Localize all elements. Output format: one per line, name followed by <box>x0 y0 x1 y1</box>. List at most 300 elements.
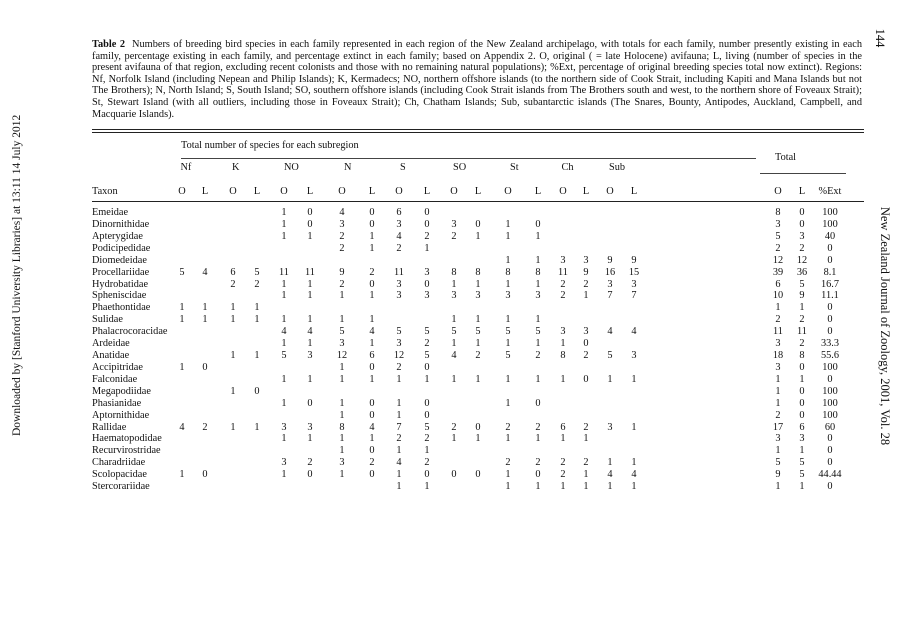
total-o-cell: 3 <box>775 361 781 373</box>
table-cell: 1 <box>307 278 313 290</box>
table-cell: 1 <box>369 373 375 385</box>
total-o-cell: 3 <box>775 433 781 445</box>
table-cell: 11 <box>279 266 289 278</box>
total-l-cell: 9 <box>799 290 805 302</box>
total-l-cell: 2 <box>799 314 805 326</box>
table-cell: 2 <box>583 457 589 469</box>
table-cell: 0 <box>202 361 208 373</box>
table-cell: 8 <box>560 350 566 362</box>
table-cell: 1 <box>307 230 313 242</box>
group-header: Total number of species for each subregion <box>181 140 359 151</box>
o-column-header: O <box>280 186 288 197</box>
table-cell: 0 <box>369 409 375 421</box>
table-cell: 1 <box>607 481 613 493</box>
total-l-cell: 2 <box>799 242 805 254</box>
table-cell: 5 <box>505 350 511 362</box>
table-cell: 1 <box>451 314 457 326</box>
table-cell: 1 <box>339 361 345 373</box>
table-cell: 3 <box>560 326 566 338</box>
running-header: New Zealand Journal of Zoology, 2001, Vol. 28 <box>878 206 892 446</box>
table-cell: 1 <box>535 314 541 326</box>
taxon-name: Phalacrocoracidae <box>92 326 168 338</box>
ext-cell: 11.1 <box>821 290 839 302</box>
table-top-rule-2 <box>92 132 864 133</box>
total-o-cell: 12 <box>772 254 784 266</box>
table-cell: 1 <box>254 302 260 314</box>
table-cell: 2 <box>583 350 589 362</box>
table-cell: 1 <box>179 361 185 373</box>
table-cell: 1 <box>451 433 457 445</box>
l-column-header: L <box>253 186 261 197</box>
table-cell: 1 <box>535 254 541 266</box>
o-column-header: O <box>229 186 237 197</box>
table-cell: 4 <box>607 469 613 481</box>
ext-cell: 0 <box>827 326 833 338</box>
table-cell: 8 <box>535 266 541 278</box>
table-cell: 1 <box>281 207 287 218</box>
table-cell: 0 <box>369 445 375 457</box>
taxon-name: Megapodiidae <box>92 385 151 397</box>
total-header-rule <box>760 173 846 174</box>
table-cell: 1 <box>631 373 637 385</box>
table-cell: 1 <box>369 314 375 326</box>
table-cell: 1 <box>339 314 345 326</box>
table-cell: 0 <box>369 278 375 290</box>
total-header: Total <box>775 152 797 163</box>
table-cell: 1 <box>560 481 566 493</box>
total-l-cell: 0 <box>799 397 805 409</box>
total-l-cell: 0 <box>799 409 805 421</box>
taxon-name: Charadriidae <box>92 457 146 469</box>
table-cell: 0 <box>307 469 313 481</box>
table-cell: 3 <box>339 457 345 469</box>
total-l-cell: 6 <box>799 421 805 433</box>
table-cell: 2 <box>505 457 511 469</box>
table-cell: 1 <box>505 469 511 481</box>
table-cell: 2 <box>254 278 260 290</box>
region-header-st: St <box>510 162 519 173</box>
table-cell: 2 <box>560 469 566 481</box>
total-o-cell: 39 <box>772 266 784 278</box>
table-cell: 5 <box>607 350 613 362</box>
table-cell: 3 <box>281 421 287 433</box>
ext-cell: 100 <box>822 397 838 409</box>
o-column-header: O <box>450 186 458 197</box>
table-cell: 2 <box>307 457 313 469</box>
ext-cell: 100 <box>822 409 838 421</box>
table-cell: 0 <box>369 361 375 373</box>
table-cell: 1 <box>307 290 313 302</box>
table-cell: 12 <box>336 350 348 362</box>
total-o-cell: 10 <box>772 290 784 302</box>
table-cell: 1 <box>254 314 260 326</box>
taxon-name: Scolopacidae <box>92 469 147 481</box>
table-cell: 1 <box>230 421 236 433</box>
table-cell: 1 <box>505 278 511 290</box>
table-cell: 1 <box>396 409 402 421</box>
table-cell: 5 <box>505 326 511 338</box>
total-l-cell: 1 <box>799 302 805 314</box>
table-cell: 16 <box>604 266 616 278</box>
l-column-header: L <box>582 186 590 197</box>
table-cell: 2 <box>535 421 541 433</box>
l-column-header: L <box>423 186 431 197</box>
table-cell: 8 <box>339 421 345 433</box>
table-cell: 9 <box>583 266 589 278</box>
table-cell: 7 <box>396 421 402 433</box>
table-cell: 4 <box>631 469 637 481</box>
table-cell: 2 <box>535 457 541 469</box>
table-cell: 1 <box>535 338 541 350</box>
table-cell: 2 <box>560 290 566 302</box>
taxon-name: Sulidae <box>92 314 123 326</box>
l-column-header: L <box>306 186 314 197</box>
ext-cell: 100 <box>822 218 838 230</box>
taxon-name: Falconidae <box>92 373 138 385</box>
table-cell: 0 <box>369 218 375 230</box>
table-cell: 1 <box>396 481 402 493</box>
table-cell: 1 <box>307 433 313 445</box>
table-cell: 1 <box>505 338 511 350</box>
ext-cell: 0 <box>827 481 833 493</box>
table-cell: 1 <box>230 314 236 326</box>
ext-cell: 0 <box>827 242 833 254</box>
table-cell: 1 <box>230 385 236 397</box>
table-cell: 3 <box>424 290 430 302</box>
ext-cell: 100 <box>822 385 838 397</box>
table-cell: 2 <box>451 230 457 242</box>
table-cell: 1 <box>339 409 345 421</box>
table-cell: 1 <box>230 350 236 362</box>
table-cell: 1 <box>535 433 541 445</box>
table-cell: 1 <box>230 302 236 314</box>
table-cell: 1 <box>179 314 185 326</box>
table-cell: 0 <box>451 469 457 481</box>
table-cell: 5 <box>535 326 541 338</box>
table-cell: 1 <box>535 373 541 385</box>
caption-text: Numbers of breeding bird species in each family represented in each region of the New Zealand archipelago, with totals for each family, number presently existing in each family, percentage existing in each family, and percentage extinct in each family; based on Appendix 2. O, original ( = late Holocene) avifauna; L, living (number of species in the present avifauna of that region, excluding recent colonists and those with no remaining natural populations); %Ext, percentage of original breeding species total now extinct). Regions: Nf, Norfolk Island (including Nepean and Philip Islands); K, Kermadecs; NO, northern offshore islands (to the northern side of Cook Strait, including Kapiti and Mana Islands but not The Brothers); N, North Island; S, South Island; SO, southern offshore islands (including Cook Strait islands from The Brothers south and west, to the northern shore of Foveaux Strait); St, Stewart Island (with all outliers, including those in Foveaux Strait); Ch, Chatham Islands; Sub, subantarctic islands (The Snares, Bounty, Antipodes, Auckland, Campbell, and Macquarie Islands). <box>92 39 863 120</box>
table-cell: 1 <box>505 314 511 326</box>
table-cell: 0 <box>475 421 481 433</box>
table-cell: 9 <box>339 266 345 278</box>
table-cell: 2 <box>339 230 345 242</box>
ext-cell: 16.7 <box>820 278 840 290</box>
table-cell: 0 <box>202 469 208 481</box>
total-l-cell: 1 <box>799 481 805 493</box>
ext-cell: 0 <box>827 302 833 314</box>
total-l-cell: 8 <box>799 350 805 362</box>
o-column-header: O <box>178 186 186 197</box>
taxon-name: Procellariidae <box>92 266 150 278</box>
table-cell: 8 <box>505 266 511 278</box>
table-cell: 0 <box>424 361 430 373</box>
table-cell: 15 <box>628 266 640 278</box>
table-cell: 6 <box>230 266 236 278</box>
table-cell: 0 <box>475 218 481 230</box>
table-cell: 3 <box>583 326 589 338</box>
table-cell: 1 <box>475 278 481 290</box>
table-cell: 11 <box>305 266 315 278</box>
table-cell: 0 <box>475 469 481 481</box>
table-cell: 1 <box>475 338 481 350</box>
table-cell: 3 <box>560 254 566 266</box>
table-cell: 3 <box>396 290 402 302</box>
table-cell: 1 <box>281 433 287 445</box>
ext-cell: 100 <box>822 207 838 218</box>
total-l-cell: 1 <box>799 445 805 457</box>
table-cell: 0 <box>254 385 260 397</box>
table-cell: 3 <box>396 218 402 230</box>
table-cell: 0 <box>424 397 430 409</box>
l-column-header: L <box>630 186 638 197</box>
total-o-cell: 1 <box>775 397 781 409</box>
table-cell: 1 <box>451 373 457 385</box>
table-cell: 2 <box>451 421 457 433</box>
table-cell: 5 <box>424 326 430 338</box>
taxon-name: Hydrobatidae <box>92 278 149 290</box>
total-o-cell: 5 <box>775 230 781 242</box>
table-cell: 3 <box>607 278 613 290</box>
table-cell: 2 <box>202 421 208 433</box>
table-cell: 5 <box>254 266 260 278</box>
total-o-cell: 2 <box>775 242 781 254</box>
ext-cell: 60 <box>824 421 836 433</box>
table-cell: 2 <box>424 230 430 242</box>
table-cell: 3 <box>505 290 511 302</box>
o-column-header: O <box>395 186 403 197</box>
o-column-header: O <box>504 186 512 197</box>
table-cell: 0 <box>583 338 589 350</box>
table-cell: 1 <box>307 338 313 350</box>
table-cell: 1 <box>583 469 589 481</box>
table-cell: 4 <box>179 421 185 433</box>
table-cell: 4 <box>307 326 313 338</box>
total-o-cell: 2 <box>775 314 781 326</box>
table-cell: 3 <box>307 350 313 362</box>
region-header-sub: Sub <box>609 162 626 173</box>
total-l-cell: 36 <box>796 266 808 278</box>
taxon-name: Phaethontidae <box>92 302 151 314</box>
table-cell: 3 <box>631 278 637 290</box>
total-o-cell: 18 <box>772 350 784 362</box>
total-l-cell: 5 <box>799 457 805 469</box>
table-cell: 0 <box>424 469 430 481</box>
total-l-cell: 1 <box>799 373 805 385</box>
table-cell: 1 <box>369 338 375 350</box>
table-cell: 1 <box>339 373 345 385</box>
table-cell: 2 <box>560 457 566 469</box>
table-cell: 1 <box>281 469 287 481</box>
total-l-cell: 0 <box>799 207 805 218</box>
total-l-cell: 0 <box>799 361 805 373</box>
total-o-cell: 3 <box>775 218 781 230</box>
taxon-name: Spheniscidae <box>92 290 147 302</box>
total-o-cell: 1 <box>775 445 781 457</box>
total-l-header: L <box>798 186 806 197</box>
table-cell: 3 <box>307 421 313 433</box>
table-cell: 5 <box>424 421 430 433</box>
table-cell: 7 <box>607 290 613 302</box>
taxon-name: Recurvirostridae <box>92 445 161 457</box>
total-o-cell: 8 <box>775 207 781 218</box>
table-cell: 1 <box>560 338 566 350</box>
table-cell: 1 <box>424 373 430 385</box>
table-cell: 2 <box>339 278 345 290</box>
group-header-rule <box>181 158 756 159</box>
table-cell: 4 <box>369 421 375 433</box>
total-o-cell: 6 <box>775 278 781 290</box>
region-header-no: NO <box>284 162 299 173</box>
table-cell: 1 <box>339 397 345 409</box>
table-cell: 3 <box>535 290 541 302</box>
table-cell: 0 <box>369 469 375 481</box>
download-watermark: Downloaded by [Stanford University Libraries] at 13:11 14 July 2012 <box>11 114 23 436</box>
table-caption <box>92 39 862 120</box>
table-cell: 0 <box>424 218 430 230</box>
taxon-name: Emeidae <box>92 207 129 218</box>
table-cell: 1 <box>475 314 481 326</box>
total-o-cell: 1 <box>775 302 781 314</box>
table-cell: 1 <box>307 314 313 326</box>
table-top-rule <box>92 129 864 130</box>
o-column-header: O <box>606 186 614 197</box>
taxon-name: Haematopodidae <box>92 433 162 445</box>
table-cell: 1 <box>254 350 260 362</box>
table-cell: 0 <box>369 397 375 409</box>
ext-cell: 0 <box>827 254 833 266</box>
table-cell: 1 <box>339 433 345 445</box>
total-l-cell: 12 <box>796 254 808 266</box>
table-cell: 1 <box>505 373 511 385</box>
total-l-cell: 3 <box>799 230 805 242</box>
table-cell: 1 <box>631 457 637 469</box>
table-cell: 1 <box>505 230 511 242</box>
table-cell: 5 <box>339 326 345 338</box>
total-o-cell: 9 <box>775 469 781 481</box>
table-cell: 1 <box>281 373 287 385</box>
table-cell: 12 <box>393 350 405 362</box>
ext-cell: 0 <box>827 433 833 445</box>
ext-cell: 8.1 <box>823 266 837 278</box>
table-cell: 1 <box>307 373 313 385</box>
table-label: Table 2 <box>92 39 126 50</box>
region-header-s: S <box>400 162 406 173</box>
taxon-name: Ardeidae <box>92 338 130 350</box>
total-l-cell: 0 <box>799 385 805 397</box>
total-o-cell: 5 <box>775 457 781 469</box>
table-cell: 0 <box>535 218 541 230</box>
region-header-ch: Ch <box>561 162 574 173</box>
taxon-name: Anatidae <box>92 350 130 362</box>
total-l-cell: 3 <box>799 433 805 445</box>
taxon-name: Accipitridae <box>92 361 143 373</box>
taxon-name: Apterygidae <box>92 230 143 242</box>
table-cell: 3 <box>583 254 589 266</box>
table-cell: 5 <box>281 350 287 362</box>
total-l-cell: 11 <box>797 326 807 338</box>
o-column-header: O <box>559 186 567 197</box>
ext-cell: 0 <box>827 457 833 469</box>
table-cell: 1 <box>281 314 287 326</box>
table-cell: 2 <box>583 421 589 433</box>
total-o-cell: 2 <box>775 409 781 421</box>
table-cell: 1 <box>475 433 481 445</box>
table-cell: 1 <box>451 278 457 290</box>
table-cell: 1 <box>560 433 566 445</box>
table-cell: 2 <box>475 350 481 362</box>
table-cell: 2 <box>369 457 375 469</box>
table-cell: 1 <box>396 469 402 481</box>
table-cell: 2 <box>424 338 430 350</box>
total-o-cell: 17 <box>772 421 784 433</box>
table-cell: 4 <box>202 266 208 278</box>
ext-cell: 0 <box>827 314 833 326</box>
ext-cell: 44.44 <box>818 469 842 481</box>
table-cell: 1 <box>535 278 541 290</box>
table-cell: 0 <box>535 397 541 409</box>
ext-cell: 40 <box>824 230 836 242</box>
total-l-cell: 5 <box>799 469 805 481</box>
total-l-cell: 2 <box>799 338 805 350</box>
table-cell: 1 <box>505 397 511 409</box>
taxon-name: Diomedeidae <box>92 254 147 266</box>
ext-cell: 100 <box>822 361 838 373</box>
table-cell: 3 <box>396 338 402 350</box>
table-cell: 9 <box>607 254 613 266</box>
header-bottom-rule <box>92 201 864 202</box>
table-cell: 1 <box>475 373 481 385</box>
table-cell: 4 <box>339 207 345 218</box>
table-cell: 0 <box>535 469 541 481</box>
total-o-cell: 3 <box>775 338 781 350</box>
table-cell: 1 <box>535 230 541 242</box>
table-cell: 1 <box>631 481 637 493</box>
table-cell: 2 <box>535 350 541 362</box>
table-cell: 2 <box>396 242 402 254</box>
table-cell: 1 <box>281 338 287 350</box>
table-cell: 1 <box>424 481 430 493</box>
ext-cell: 55.6 <box>820 350 840 362</box>
table-cell: 1 <box>202 302 208 314</box>
table-cell: 4 <box>281 326 287 338</box>
table-cell: 3 <box>281 457 287 469</box>
table-cell: 2 <box>505 421 511 433</box>
table-cell: 1 <box>281 218 287 230</box>
table-cell: 3 <box>339 218 345 230</box>
region-header-k: K <box>232 162 240 173</box>
table-cell: 8 <box>451 266 457 278</box>
table-cell: 1 <box>560 373 566 385</box>
table-cell: 1 <box>607 457 613 469</box>
table-cell: 1 <box>254 421 260 433</box>
table-cell: 1 <box>339 290 345 302</box>
table-cell: 1 <box>583 290 589 302</box>
table-cell: 3 <box>451 290 457 302</box>
table-cell: 3 <box>424 266 430 278</box>
table-cell: 0 <box>307 207 313 218</box>
table-cell: 1 <box>535 481 541 493</box>
table-cell: 6 <box>560 421 566 433</box>
l-column-header: L <box>368 186 376 197</box>
taxon-name: Podicipedidae <box>92 242 151 254</box>
table-cell: 1 <box>179 469 185 481</box>
page-number: 144 <box>873 28 887 48</box>
table-cell: 1 <box>339 469 345 481</box>
table-cell: 2 <box>583 278 589 290</box>
ext-header: %Ext <box>818 186 842 197</box>
ext-cell: 33.3 <box>820 338 840 350</box>
table-cell: 1 <box>369 433 375 445</box>
